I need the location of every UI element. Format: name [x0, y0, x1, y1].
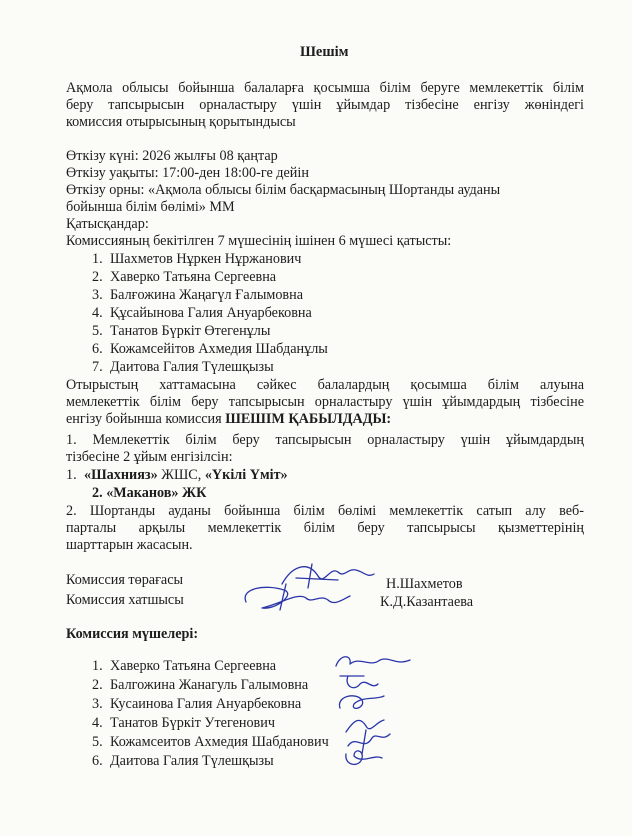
intro-line: Ақмола облысы бойынша балаларға қосымша білім беруге мемлекеттік білім — [66, 80, 584, 96]
list-item: 4. Танатов Бүркіт Утегенович — [92, 715, 275, 731]
chair-label: Комиссия төрағасы — [66, 572, 184, 588]
decision-line: Отырыстың хаттамасына сәйкес балалардың қосымша білім алуына — [66, 377, 584, 393]
list-item: 5. Танатов Бүркіт Өтегенұлы — [92, 323, 271, 339]
organization-name: «Үкілі Үміт» — [204, 467, 288, 483]
list-item: 5. Кожамсеитов Ахмедия Шабданович — [92, 734, 329, 750]
intro-line: беру тапсырысын орналастыру үшін ұйымдар тізбесіне енгізу жөніндегі — [66, 97, 584, 113]
member-signature — [334, 670, 384, 696]
list-item: 6. Даитова Галия Түлешқызы — [92, 753, 274, 769]
list-item: 4. Құсайынова Галия Ануарбековна — [92, 305, 312, 321]
organization-line-2: 2. «Маканов» ЖК — [92, 485, 207, 501]
member-signature — [344, 728, 394, 756]
meeting-date: Өткізу күні: 2026 жылғы 08 қаңтар — [66, 148, 278, 164]
organization-name: «Маканов» — [106, 485, 179, 501]
intro-line: комиссия отырысының қорытындысы — [66, 114, 296, 130]
member-signature — [340, 744, 388, 770]
list-item: 1. Шахметов Нұркен Нұржанович — [92, 251, 302, 267]
list-item: 6. Кожамсейітов Ахмедия Шабданұлы — [92, 341, 328, 357]
decision-heading: ШЕШІМ ҚАБЫЛДАДЫ: — [225, 411, 392, 427]
list-item: 3. Балғожина Жаңагүл Ғалымовна — [92, 287, 304, 303]
secretary-label: Комиссия хатшысы — [66, 592, 184, 608]
secretary-name: К.Д.Казантаева — [380, 594, 474, 610]
member-signature — [340, 712, 390, 738]
decision-line: мемлекеттік білім беру тапсырысын орналастыру үшін ұйымдардың тізбесіне — [66, 394, 584, 410]
members-heading: Комиссия мүшелері: — [66, 626, 199, 642]
list-item: 7. Даитова Галия Түлешқызы — [92, 359, 274, 375]
list-item: 2. Балгожина Жанагуль Галымовна — [92, 677, 309, 693]
chair-name: Н.Шахметов — [386, 576, 463, 592]
intro-paragraph — [66, 80, 584, 131]
decision-item-1: 1. Мемлекеттік білім беру тапсырысын орналастыру үшін ұйымдардың тізбесіне 2 ұйым енгізілсін: — [66, 432, 584, 465]
decision-paragraph — [66, 377, 584, 428]
decision-line: енгізу бойынша комиссия ШЕШІМ ҚАБЫЛДАДЫ: — [66, 411, 392, 427]
decision-item-2: 2. Шортанды ауданы бойынша білім бөлімі мемлекеттік сатып алу веб- парталы арқылы мемлекеттік білім беру тапсырысы қызметтерінің шарттарын жасасын. — [66, 503, 584, 553]
meeting-place-line1: Өткізу орны: «Ақмола облысы білім басқармасының Шортанды ауданы — [66, 182, 501, 198]
participants-label: Қатысқандар: — [66, 216, 149, 232]
organization-name: «Шахнияз» — [84, 467, 158, 483]
attendance-statement: Комиссияның бекітілген 7 мүшесінің ішінен 6 мүшесі қатысты: — [66, 233, 452, 249]
chair-signature — [278, 558, 378, 592]
secretary-signature — [236, 580, 356, 614]
meeting-time: Өткізу уақыты: 17:00-ден 18:00-ге дейін — [66, 165, 309, 181]
list-item: 1. Хаверко Татьяна Сергеевна — [92, 658, 277, 674]
member-signature — [332, 690, 392, 716]
list-item: 3. Кусаинова Галия Ануарбековна — [92, 696, 302, 712]
member-signature — [330, 650, 420, 674]
meeting-place-line2: бойынша білім бөлімі» ММ — [66, 199, 235, 215]
organization-line-1: 1. «Шахнияз» ЖШС, «Үкілі Үміт» — [66, 467, 288, 483]
list-item: 2. Хаверко Татьяна Сергеевна — [92, 269, 277, 285]
document-title: Шешім — [300, 44, 349, 60]
